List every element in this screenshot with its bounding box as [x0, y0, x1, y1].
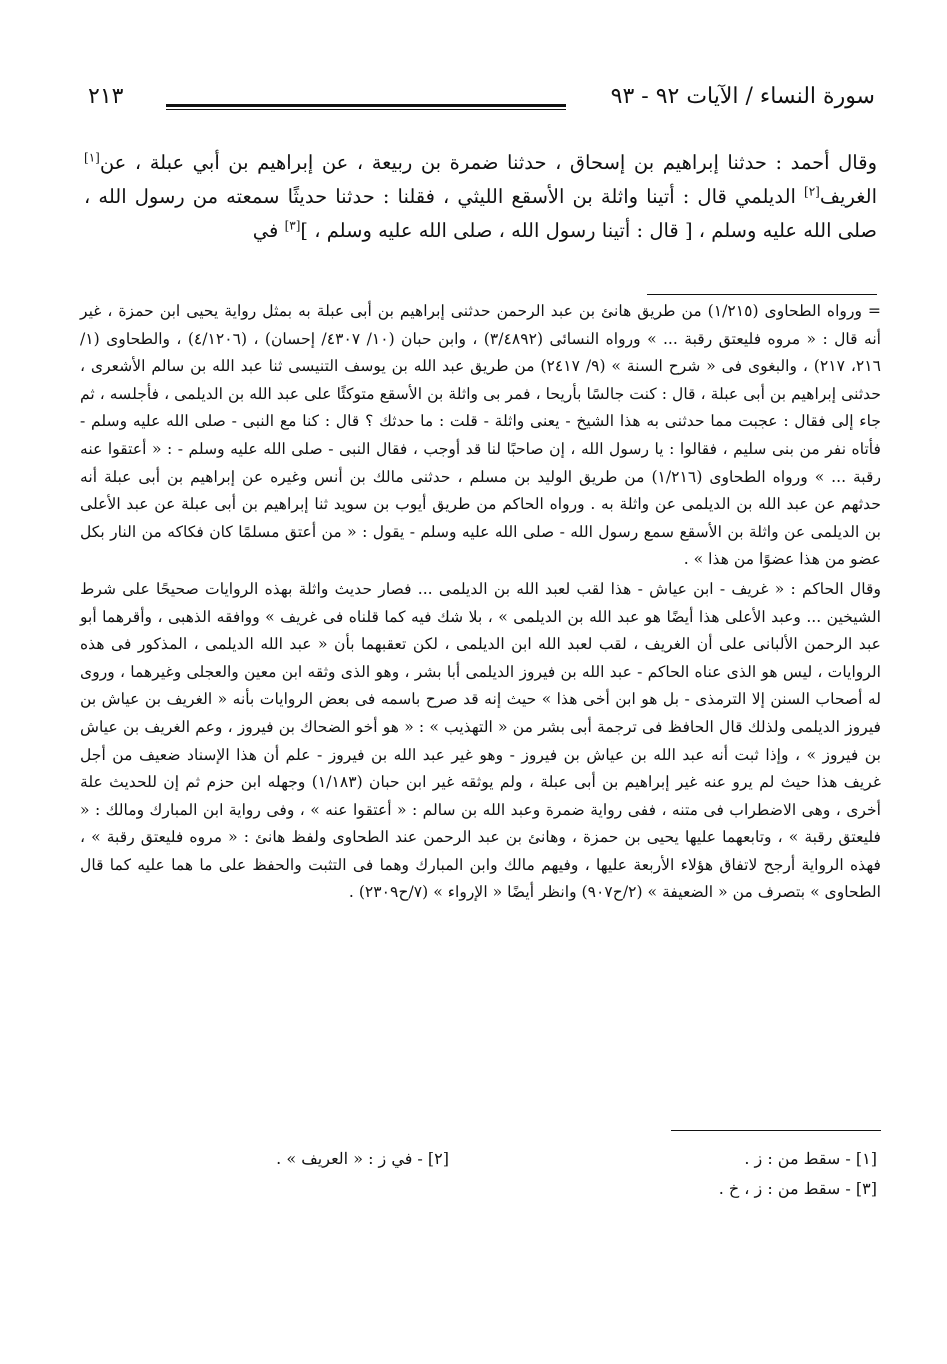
main-text-part: في — [252, 219, 279, 242]
main-text-part: الغريف — [819, 185, 877, 208]
footnote-3: [٣] - سقط من : ز ، خ . — [718, 1179, 877, 1198]
footnote-row — [80, 1144, 881, 1174]
footnote-row — [80, 1174, 881, 1204]
notes-separator — [647, 294, 877, 295]
main-text — [84, 146, 877, 248]
main-text-part: الديلمي قال : أتينا واثلة بن الأسقع الليثي ، فقلنا : حدثنا حديثًا سمعته من رسول الله ، صلى الله عليه وسلم ، [ قال : أتينا رسول الله ، صلى الله عليه وسلم ، ] — [84, 185, 877, 242]
footnote-ref-2: [٢] — [804, 184, 820, 199]
footnotes-separator — [671, 1130, 881, 1131]
commentary-notes — [80, 298, 881, 907]
footnotes — [80, 1144, 881, 1204]
footnote-1: [١] - سقط من : ز . — [744, 1149, 877, 1168]
page-number: ٢١٣ — [88, 84, 124, 109]
main-text-part: وقال أحمد : حدثنا إبراهيم بن إسحاق ، حدثنا ضمرة بن ربيعة ، عن إبراهيم بن أبي عبلة ، عن — [99, 151, 877, 174]
footnote-2: [٢] - في ز : « العريف » . — [276, 1149, 449, 1168]
main-paragraph — [84, 146, 877, 248]
header-rule — [166, 104, 566, 110]
running-header — [88, 84, 875, 124]
surah-title: سورة النساء / الآيات ٩٢ - ٩٣ — [610, 84, 875, 109]
footnote-ref-1: [١] — [84, 150, 100, 165]
footnote-ref-3: [٣] — [284, 218, 301, 233]
note-paragraph: وقال الحاكم : « غريف - ابن عياش - هذا لقب لعبد الله بن الديلمى ... فصار حديث واثلة بهذه الروايات صحيحًا على شرط الشيخين ... وعبد الأعلى هذا أيضًا هو عبد الله بن الديلمى » ، بلا شك فيه كما قلناه فى غريف » ووافقه الذهبى ، وأقرهما أبو عبد الرحمن الألبانى على أن الغريف ، لقب لعبد الله ابن الديلمى ، لكن تعقبهما بأن « عبد الله الديلمى ، المذكور فى هذه الروايات ، ليس هو الذى عناه الحاكم - عبد الله بن فيروز الديلمى أبا بشر ، وهو الذى وثقه ابن معين والعجلى وغيرهما ، وروى له أصحاب السنن إلا الترمذى - بل هو ابن أخى هذا » حيث إنه قد صرح باسمه فى بعض الروايات بأنه « الغريف بن عياش بن فيروز الديلمى ولذلك قال الحافظ فى ترجمة أبى بشر من « التهذيب » : « هو أخو الضحاك بن فيروز ، وعم الغريف بن عياش بن فيروز » ، وإذا ثبت أنه عبد الله بن عياش بن فيروز - وهو غير عبد الله بن فيروز - علم أن هذا الإسناد ضعيف من أجل غريف هذا حيث لم يرو عنه غير إبراهيم بن أبى عبلة ، ولم يوثقه غير ابن حبان (١/١٨٣) وجهله ابن حزم ثم إن للحديث علة أخرى ، وهى الاضطراب فى متنه ، ففى رواية ضمرة وعبد الله بن سالم : « أعتقوا عنه » ، وفى رواية ابن المبارك ومالك : « فليعتق رقبة » ، وتابعهما عليها يحيى بن حمزة ، وهانئ بن عبد الرحمن عند الطحاوى ولفظ هانئ : « مروه فليعتق رقبة » ، فهذه الرواية أرجح لاتفاق هؤلاء الأربعة عليها ، وفيهم مالك وابن المبارك وهما فى التثبت والحفظ على ما هما عليه كما قال الطحاوى » بتصرف من « الضعيفة » (٢/ح٩٠٧) وانظر أيضًا « الإرواء » (٧/ح٢٣٠٩) . — [80, 579, 881, 902]
note-paragraph: = ورواه الطحاوى (١/٢١٥) من طريق هانئ بن عبد الرحمن حدثنى إبراهيم بن أبى عبلة به بمثل رواية يحيى ابن حمزة ، غير أنه قال : « مروه فليعتق رقبة ... » ورواه النسائى (٣/٤٨٩٢) ، وابن حبان (١٠/ ٤٣٠٧/ إحسان) ، (٤/١٢٠٦) ، والطحاوى (١/ ٢١٦، ٢١٧) ، والبغوى فى « شرح السنة » (٩/ ٢٤١٧) من طريق عبد الله بن يوسف التنيسى ثنا عبد الله بن سالم الأشعرى ، حدثنى إبراهيم بن أبى عبلة ، قال : كنت جالسًا بأريحا ، فمر بى واثلة بن الأسقع متوكئًا على عبد الله بن الديلمى ، فأجلسه ، ثم جاء إلى فقال : عجبت مما حدثنى به هذا الشيخ - يعنى واثلة - قلت : ما حدثك ؟ قال : كنا مع النبى - صلى الله عليه وسلم - فأتاه نفر من بنى سليم ، فقالوا : يا رسول الله ، إن صاحبًا لنا قد أوجب ، فقال النبى - صلى الله عليه وسلم - : « أعتقوا عنه رقبة ... » ورواه الطحاوى (١/٢١٦) من طريق الوليد بن مسلم ، حدثنى مالك بن أنس وغيره عن إبراهيم بن أبى عبلة أنه حدثهم عن عبد الله بن الديلمى عن واثلة به . ورواه الحاكم من طريق أيوب بن سويد ثنا إبراهيم بن أبى عبلة عن عبد الأعلى بن الديلمى عن واثلة بن الأسقع سمع رسول الله - صلى الله عليه وسلم - يقول : « من أعتق مسلمًا كان فكاكه من النار بكل عضو من هذا عضوًا من هذا » . — [80, 302, 882, 569]
